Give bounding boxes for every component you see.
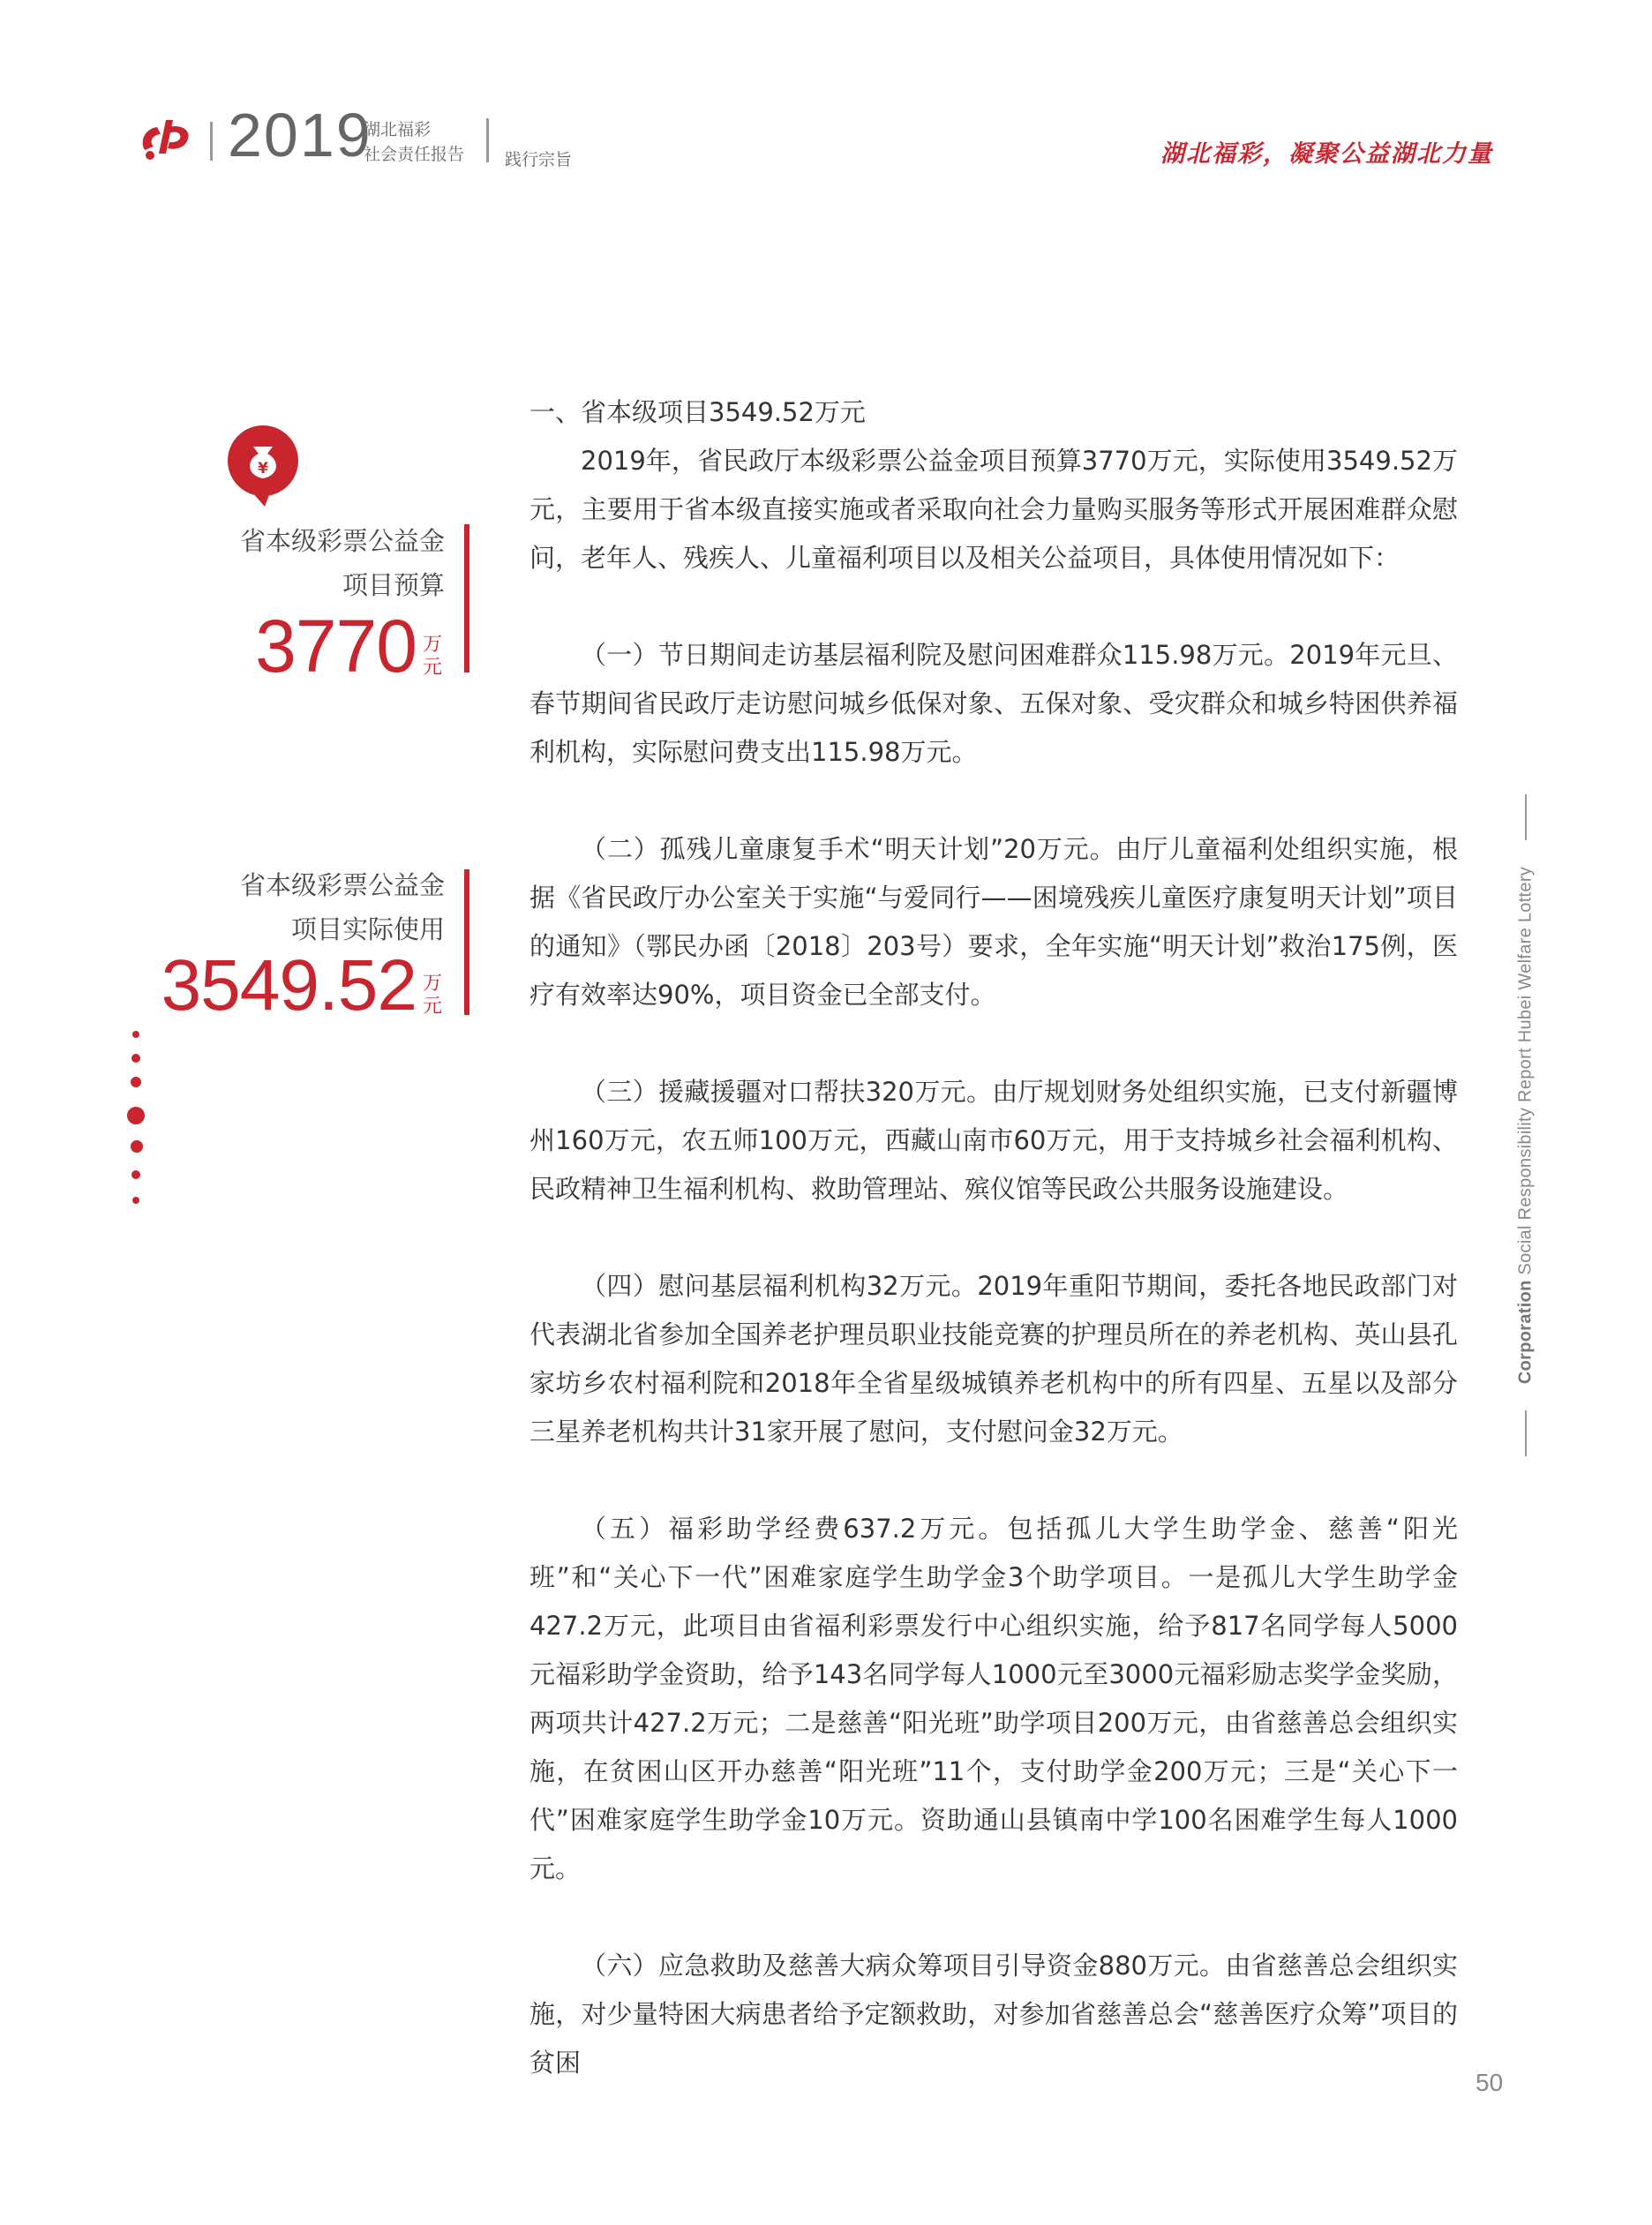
intro-paragraph: 2019年，省民政厅本级彩票公益金项目预算3770万元，实际使用3549.52万元，主要用于省本级直接实施或者采取向社会力量购买服务等形式开展困难群众慰问，老年人、残疾人、儿童福利项目以及相关公益项目，具体使用情况如下： [529,446,1458,573]
stat-actual-value: 3549.52 [161,945,417,1026]
money-bag-icon [226,424,300,508]
side-label-rest: Social Responsibility Report Hubei Welfare Lottery [1515,866,1536,1281]
item-6-paragraph: （六）应急救助及慈善大病众筹项目引导资金880万元。由省慈善总会组织实施，对少量特困大病患者给予定额救助，对参加省慈善总会“慈善医疗众筹”项目的贫困 [529,1951,1458,2078]
slogan: 湖北福彩，凝聚公益湖北力量 [1160,140,1493,168]
stat-budget-label-line1: 省本级彩票公益金 [239,526,445,556]
stat-budget-label [240,519,445,607]
decor-dot [131,1077,141,1087]
decor-dot [131,1054,140,1063]
stat-budget-value: 3770 [255,605,417,688]
section-title: 践行宗旨 [505,150,573,169]
welfare-lottery-logo [138,115,192,164]
side-label-bold: Corporation [1515,1280,1536,1385]
stat-unit-wan: 万 [422,634,442,656]
stat-budget-label-line2: 项目预算 [342,570,445,600]
decor-dot [131,1140,143,1153]
svg-text:¥: ¥ [258,460,268,477]
stat-budget-bar [464,524,469,673]
report-title-line2: 社会责任报告 [364,145,465,164]
side-label-line-top [1525,794,1527,840]
item-2-paragraph: （二）孤残儿童康复手术“明天计划”20万元。由厅儿童福利处组织实施，根据《省民政厅办公室关于实施“与爱同行——困境残疾儿童医疗康复明天计划”项目的通知》（鄂民办函〔2018〕203号）要求，全年实施“明天计划”救治175例，医疗有效率达90%，项目资金已全部支付。 [529,834,1458,1010]
stat-actual-label-line1: 省本级彩票公益金 [239,870,445,900]
item-4-paragraph: （四）慰问基层福利机构32万元。2019年重阳节期间，委托各地民政部门对代表湖北省参加全国养老护理员职业技能竞赛的护理员所在的养老机构、英山县孔家坊乡农村福利院和2018年全省星级城镇养老机构中的所有四星、五星以及部分三星养老机构共计31家开展了慰问，支付慰问金32万元。 [529,1271,1458,1447]
stat-unit-wan: 万 [422,973,442,995]
side-label [1514,794,1537,1456]
main-content [529,388,1458,2087]
side-label-line-bottom [1525,1410,1527,1456]
item-3-paragraph: （三）援藏援疆对口帮扶320万元。由厅规划财务处组织实施，已支付新疆博州160万元，农五师100万元，西藏山南市60万元，用于支持城乡社会福利机构、民政精神卫生福利机构、救助管理站、殡仪馆等民政公共服务设施建设。 [529,1077,1458,1204]
decor-dot [132,1197,139,1204]
decor-dot [131,1170,140,1179]
section-heading: 一、省本级项目3549.52万元 [529,397,866,427]
stat-unit-yuan: 元 [422,996,442,1018]
decor-dot-active [127,1107,145,1124]
report-year: 2019 [228,101,372,169]
item-1-paragraph: （一）节日期间走访基层福利院及慰问困难群众115.98万元。2019年元旦、春节期间省民政厅走访慰问城乡低保对象、五保对象、受灾群众和城乡特困供养福利机构，实际慰问费支出115.98万元。 [529,640,1458,767]
stat-actual-unit [422,973,443,1019]
report-title-line1: 湖北福彩 [364,120,432,139]
side-label-text [1516,867,1536,1384]
stat-unit-yuan: 元 [422,657,442,679]
decor-dot [132,1031,139,1038]
header-divider [486,118,489,162]
stat-actual-label [240,863,445,951]
item-5-paragraph: （五）福彩助学经费637.2万元。包括孤儿大学生助学金、慈善“阳光班”和“关心下一代”困难家庭学生助学金3个助学项目。一是孤儿大学生助学金427.2万元，此项目由省福利彩票发行中心组织实施，给予817名同学每人5000元福彩助学金资助，给予143名同学每人1000元至3000元福彩励志奖学金奖励，两项共计427.2万元；二是慈善“阳光班”助学项目200万元，由省慈善总会组织实施，在贫困山区开办慈善“阳光班”11个，支付助学金200万元；三是“关心下一代”困难家庭学生助学金10万元。资助通山县镇南中学100名困难学生每人1000元。 [529,1514,1458,1883]
stat-actual-value-row [161,945,443,1026]
stat-budget-value-row [255,605,443,688]
stat-actual-bar [464,869,469,1015]
header-divider [210,122,213,161]
page-number: 50 [1476,2069,1504,2096]
stat-actual-label-line2: 项目实际使用 [290,914,445,944]
stat-budget-unit [422,634,443,680]
